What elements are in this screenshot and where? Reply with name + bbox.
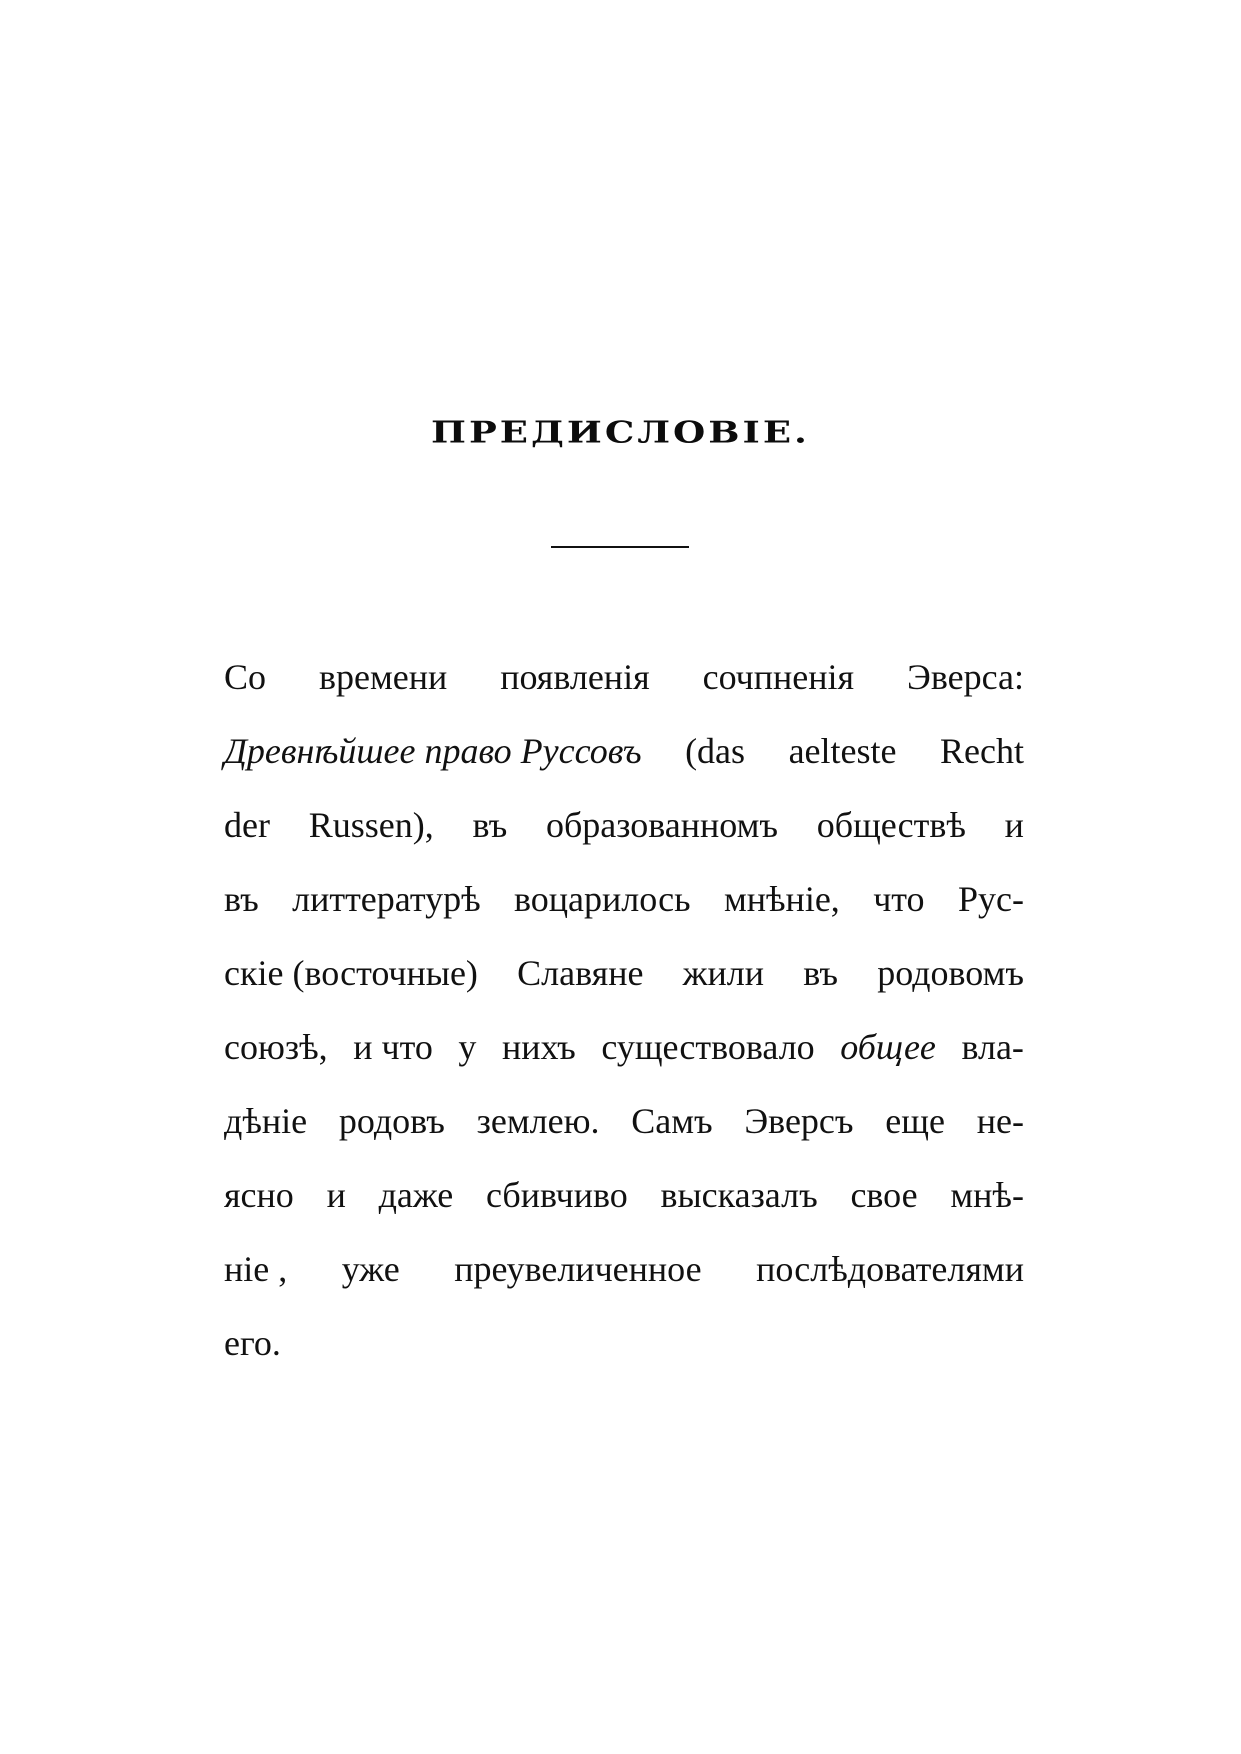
word: скіе (восточные) <box>224 953 478 993</box>
word: дѣніе <box>224 1101 308 1141</box>
word: свое <box>850 1175 918 1215</box>
italic-title-word: общее <box>840 1027 936 1067</box>
text-line <box>224 788 1024 862</box>
text-line <box>224 1306 1024 1380</box>
word: и <box>1004 805 1024 845</box>
word: родовомъ <box>877 953 1024 993</box>
word: у <box>458 1027 477 1067</box>
word: даже <box>378 1175 454 1215</box>
word: Эверсъ <box>744 1101 854 1141</box>
word: въ <box>803 953 838 993</box>
text-line <box>224 1010 1024 1084</box>
italic-title-word: Древнѣйшее право Руссовъ <box>224 731 642 771</box>
text-line <box>224 1232 1024 1306</box>
word: aelteste <box>788 731 897 771</box>
word: der <box>224 805 270 845</box>
word: нихъ <box>501 1027 576 1067</box>
word: ясно <box>224 1175 294 1215</box>
text-line <box>224 862 1024 936</box>
word: Recht <box>940 731 1024 771</box>
word: Со <box>224 657 267 697</box>
word: вла- <box>961 1027 1024 1067</box>
word: его. <box>224 1323 281 1363</box>
word: времени <box>318 657 448 697</box>
word: высказалъ <box>660 1175 818 1215</box>
word: образованномъ <box>545 805 778 845</box>
word: что <box>873 879 925 919</box>
word: и что <box>353 1027 433 1067</box>
word: не- <box>976 1101 1024 1141</box>
text-line <box>224 640 1024 714</box>
word: Славяне <box>517 953 644 993</box>
word: въ <box>224 879 259 919</box>
word: литтературѣ <box>292 879 481 919</box>
text-line <box>224 714 1024 788</box>
word: и <box>326 1175 346 1215</box>
word: въ <box>472 805 508 845</box>
word: мнѣніе, <box>723 879 840 919</box>
word: существовало <box>601 1027 815 1067</box>
word: Рус- <box>957 879 1024 919</box>
page-heading: ПРЕДИСЛОВІЕ. <box>431 413 810 451</box>
word: сочпненія <box>702 657 855 697</box>
text-line <box>224 936 1024 1010</box>
heading-divider <box>551 546 689 548</box>
text-line <box>224 1084 1024 1158</box>
word: жили <box>682 953 765 993</box>
word: еще <box>885 1101 945 1141</box>
word: обществѣ <box>816 805 966 845</box>
word: землею. <box>476 1101 600 1141</box>
word: появленія <box>500 657 650 697</box>
word: уже <box>341 1249 400 1289</box>
word: сбивчиво <box>486 1175 628 1215</box>
word: послѣдователями <box>756 1249 1024 1289</box>
word: Russen), <box>308 805 434 845</box>
word: (das <box>685 731 746 771</box>
preface-paragraph <box>224 640 1024 1380</box>
word: ніе , <box>224 1249 288 1289</box>
word: Самъ <box>631 1101 713 1141</box>
word: Эверса: <box>907 657 1024 697</box>
word: родовъ <box>338 1101 445 1141</box>
word: преувеличенное <box>454 1249 702 1289</box>
word: союзѣ, <box>224 1027 328 1067</box>
word: мнѣ- <box>950 1175 1024 1215</box>
text-line <box>224 1158 1024 1232</box>
word: воцарилось <box>514 879 691 919</box>
